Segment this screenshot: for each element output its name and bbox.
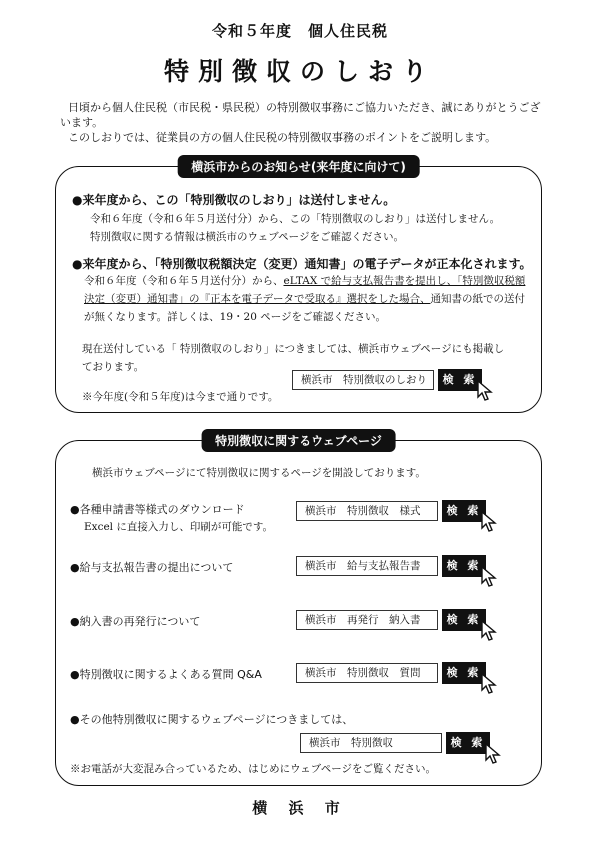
item-templates-sub: Excel に直接入力し、印刷が可能です。 xyxy=(84,521,274,533)
notice-footnote: ※今年度(令和５年度)は今まで通りです。 xyxy=(82,391,279,403)
notice-item1-line2: 特別徴収に関する情報は横浜市のウェブページをご確認ください。 xyxy=(90,231,404,243)
intro-line-1: 日頃から個人住民税（市民税・県民税）の特別徴収事務にご協力いただき、誠にありがとうござ xyxy=(68,101,541,114)
templates-search-field[interactable]: 横浜市 特別徴収 様式 xyxy=(296,501,438,521)
notice-item2-line2b: 通知書の紙での送付 xyxy=(430,293,525,305)
cursor-icon xyxy=(480,510,502,532)
intro-line-3: このしおりでは、従業員の方の個人住民税の特別徴収事務のポイントをご説明します。 xyxy=(68,131,497,144)
faq-search-button[interactable]: 検 索 xyxy=(442,662,486,684)
notice-box xyxy=(55,160,542,413)
notice-para-line2: ております。 xyxy=(82,361,145,373)
item-other-label: ●その他特別徴収に関するウェブページにつきましては、 xyxy=(70,713,354,726)
web-intro: 横浜市ウェブページにて特別徴収に関するページを開設しております。 xyxy=(92,467,426,479)
notice-heading: 横浜市からのお知らせ(来年度に向けて) xyxy=(177,155,420,178)
cursor-icon xyxy=(480,565,502,587)
web-footnote: ※お電話が大変混み合っているため、はじめにウェブページをご覧ください。 xyxy=(70,763,437,775)
item-faq-label: ●特別徴収に関するよくある質問 Q&A xyxy=(70,668,262,681)
report-search-field[interactable]: 横浜市 給与支払報告書 xyxy=(296,556,438,576)
templates-search-button[interactable]: 検 索 xyxy=(442,500,486,522)
shiori-search-button[interactable]: 検 索 xyxy=(438,369,482,391)
notice-item1-title: ●来年度から、この「特別徴収のしおり」は送付しません。 xyxy=(72,193,396,207)
notice-item2-line2 xyxy=(84,291,525,307)
notice-item2-title: ●来年度から、「特別徴収税額決定（変更）通知書」の電子データが正本化されます。 xyxy=(72,257,532,271)
other-search-field[interactable]: 横浜市 特別徴収 xyxy=(300,733,442,753)
notice-item2-line1 xyxy=(84,273,525,289)
item-report-label: ●給与支払報告書の提出について xyxy=(70,561,234,574)
page-title: 特別徴収のしおり xyxy=(163,57,436,86)
shiori-search-field[interactable]: 横浜市 特別徴収のしおり xyxy=(292,370,434,390)
cursor-icon xyxy=(480,672,502,694)
item-reissue-label: ●納入書の再発行について xyxy=(70,615,201,628)
notice-para-line1: 現在送付している「 特別徴収のしおり」につきましては、横浜市ウェブページにも掲載し xyxy=(82,343,505,355)
cursor-icon xyxy=(480,619,502,641)
page-subtitle: 令和５年度 個人住民税 xyxy=(211,22,388,40)
other-search-button[interactable]: 検 索 xyxy=(446,732,490,754)
intro-line-2: います。 xyxy=(60,116,104,129)
faq-search-field[interactable]: 横浜市 特別徴収 質問 xyxy=(296,663,438,683)
cursor-icon xyxy=(476,379,498,401)
notice-item2-line3: が無くなります。詳しくは、19・20 ページをご確認ください。 xyxy=(84,311,387,323)
notice-item2-line2a: 決定（変更）通知書」の『正本を電子データで受取る』選択をした場合、 xyxy=(84,293,431,305)
report-search-button[interactable]: 検 索 xyxy=(442,555,486,577)
cursor-icon xyxy=(484,742,506,764)
web-box xyxy=(55,434,542,786)
item-templates-label: ●各種申請書等様式のダウンロード xyxy=(70,503,245,516)
footer-city: 横 浜 市 xyxy=(252,799,348,817)
web-heading: 特別徴収に関するウェブページ xyxy=(201,429,396,452)
reissue-search-button[interactable]: 検 索 xyxy=(442,609,486,631)
notice-item2-line1a: 令和６年度（令和６年５月送付分）から、 xyxy=(84,275,284,287)
reissue-search-field[interactable]: 横浜市 再発行 納入書 xyxy=(296,610,438,630)
notice-item2-line1b: eLTAX で給与支払報告書を提出し、「特別徴収税額 xyxy=(283,275,526,287)
notice-item1-line1: 令和６年度（令和６年５月送付分）から、この「特別徴収のしおり」は送付しません。 xyxy=(90,213,501,225)
intro-text xyxy=(60,100,560,145)
